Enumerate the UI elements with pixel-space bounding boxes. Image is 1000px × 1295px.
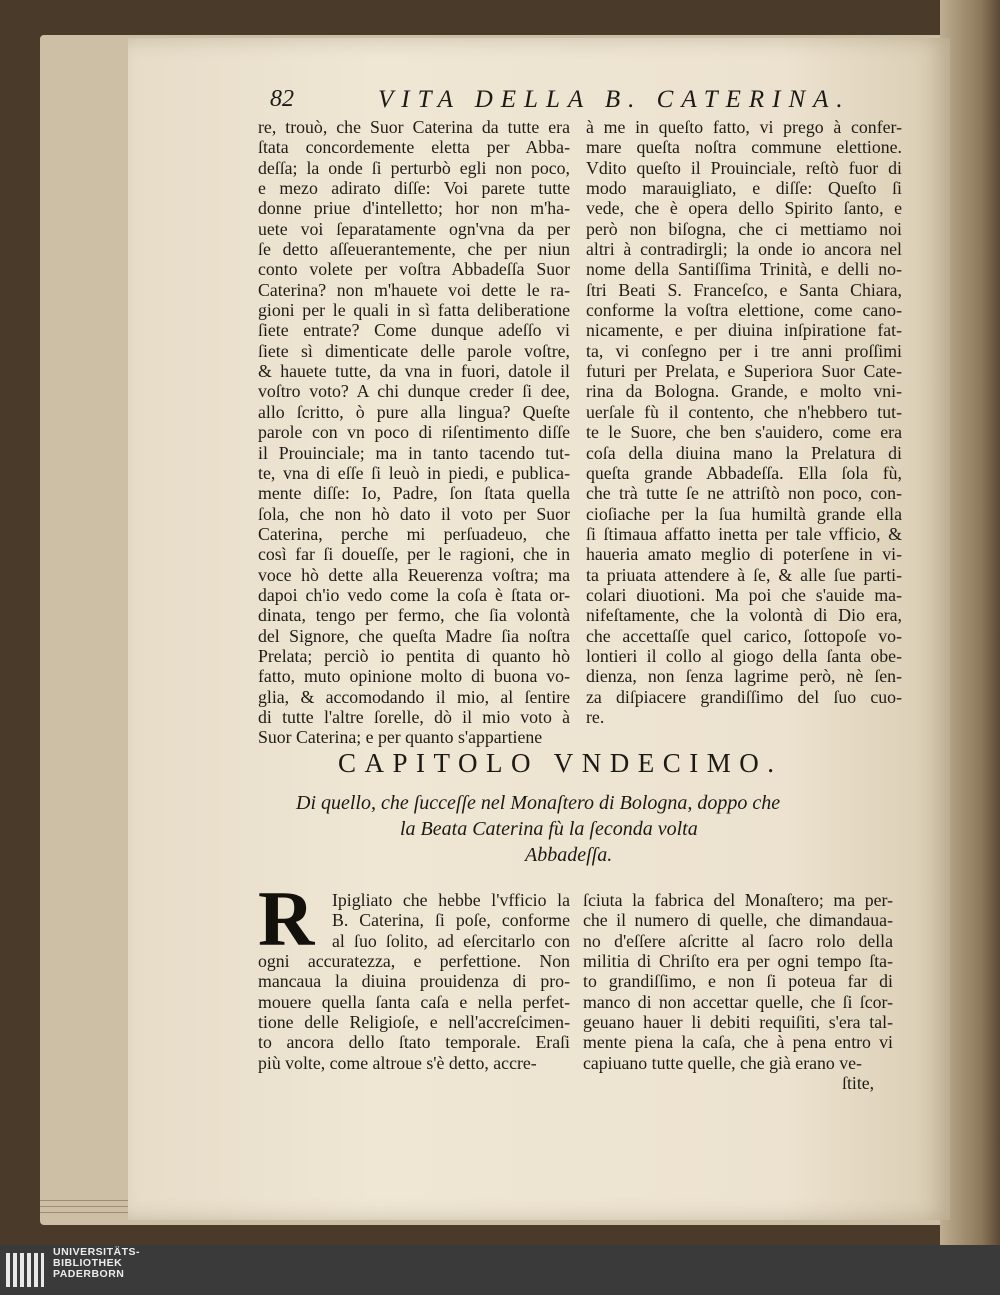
subtitle-line: la Beata Caterina fù la ſeconda volta bbox=[400, 818, 698, 840]
text-line: però non biſogna, che ci mettiamo noi bbox=[586, 218, 902, 239]
text-line: capiuano tutte quelle, che già erano ve- bbox=[583, 1052, 862, 1073]
text-line: di tutte l'altre ſorelle, dò il mio voto à bbox=[258, 706, 570, 727]
right-column-bottom bbox=[583, 890, 893, 1073]
text-line: e mezo adirato diſſe: Voi parete tutte bbox=[258, 178, 570, 199]
library-footer bbox=[0, 1245, 1000, 1295]
library-name-line: UNIVERSITÄTS- bbox=[53, 1246, 141, 1258]
text-line: & hauete tutte, da vna in fuori, datole il bbox=[258, 361, 570, 382]
subtitle-line: Di quello, che ſucceſſe nel Monaſtero di Bologna, doppo che bbox=[296, 792, 781, 814]
text-line: à me in queſto fatto, vi prego à confer- bbox=[586, 117, 902, 137]
text-line: uete voi ſeparatamente ogn'vna da per bbox=[258, 218, 570, 239]
text-line: za diſpiacere grandiſſimo del ſuo cuo- bbox=[586, 686, 902, 707]
text-line: lontieri il collo al giogo della ſanta obe- bbox=[586, 645, 902, 666]
page-edge-line bbox=[40, 1206, 130, 1207]
text-line: vede, che è opera dello Spirito ſanto, e bbox=[586, 198, 902, 219]
text-line: ſtri Beati S. Franceſco, e Santa Chiara, bbox=[586, 279, 902, 300]
text-line: queſta grande Abbadeſſa. Ella ſola fù, bbox=[586, 462, 902, 483]
text-line: più volte, come altroue s'è detto, accre- bbox=[258, 1052, 537, 1073]
library-name-line: BIBLIOTHEK bbox=[53, 1257, 123, 1269]
text-line: mouere quella ſanta caſa e nella perfet- bbox=[258, 991, 570, 1012]
text-line: ſtata concordemente eletta per Abba- bbox=[258, 137, 570, 158]
text-line: mente diſſe: Io, Padre, ſon ſtata quella bbox=[258, 483, 570, 504]
text-line: ta priuata attendere à ſe, & alle ſue parti- bbox=[586, 564, 902, 585]
text-line: no d'eſſere aſcritte al ſacro rolo della bbox=[583, 930, 893, 951]
library-logo-icon bbox=[6, 1253, 48, 1287]
drop-cap: R bbox=[258, 875, 315, 962]
text-line: haueria amato meglio di poterſene in vi- bbox=[586, 544, 902, 565]
text-line: così far ſi doueſſe, per le ragioni, che in bbox=[258, 544, 570, 565]
text-line: mente piena la caſa, che à pena entro vi bbox=[583, 1032, 893, 1053]
text-line: che accettaſſe quel carico, ſottopoſe vo- bbox=[586, 625, 902, 646]
text-line: re, trouò, che Suor Caterina da tutte era bbox=[258, 117, 570, 137]
text-line: Caterina? non m'hauete voi dette le ra- bbox=[258, 279, 570, 300]
text-line: coſa della diuina mano la Prelatura di bbox=[586, 442, 902, 463]
running-title: VITA DELLA B. CATERINA. bbox=[378, 86, 851, 113]
text-line: il Prouinciale; ma in tanto tacendo tut- bbox=[258, 442, 570, 463]
text-line: conforme la voſtra elettione, come cano- bbox=[586, 300, 902, 321]
text-line: re. bbox=[586, 706, 605, 727]
text-line: ſiete entrate? Come dunque adeſſo vi bbox=[258, 320, 570, 341]
text-line: ta, vi conſegno per i tre anni proſſimi bbox=[586, 340, 902, 361]
text-line: dinata, tengo per fermo, che ſia volontà bbox=[258, 605, 570, 626]
page-edge-line bbox=[40, 1212, 130, 1213]
text-line: Ipigliato che hebbe l'vfficio la bbox=[332, 890, 570, 910]
text-line: mare queſta noſtra commune elettione. bbox=[586, 137, 902, 158]
text-line: altri à contradirgli; la onde io ancora nel bbox=[586, 239, 902, 260]
text-line: te, vna di eſſe ſi leuò in piedi, e publica- bbox=[258, 462, 570, 483]
text-line: nicamente, e per diuina inſpiratione fat- bbox=[586, 320, 902, 341]
text-line: donne priue d'intelletto; hor non m'ha- bbox=[258, 198, 570, 219]
text-line: che il numero di quelle, che dimandaua- bbox=[583, 910, 893, 931]
text-line: fatto, muto opinione molto di buona vo- bbox=[258, 666, 570, 687]
text-line: to ancora dello ſtato temporale. Eraſi bbox=[258, 1032, 570, 1053]
text-line: parole con vn poco di riſentimento diſſe bbox=[258, 422, 570, 443]
text-line: Suor Caterina; e per quanto s'appartiene bbox=[258, 727, 543, 748]
text-line: che trà tutte ſe ne attriſtò non poco, con- bbox=[586, 483, 902, 504]
text-line: deſſa; la onde ſi perturbò egli non poco, bbox=[258, 157, 570, 178]
text-line: Prelata; perciò io pentita di quanto hò bbox=[258, 645, 570, 666]
text-line: colari diuotioni. Ma poi che s'auide ma- bbox=[586, 584, 902, 605]
text-line: manco di non accettar quelle, che ſi ſcor- bbox=[583, 991, 893, 1012]
text-line: modo marauigliato, e diſſe: Queſto ſi bbox=[586, 178, 902, 199]
text-line: rina da Bologna. Grande, e molto vni- bbox=[586, 381, 902, 402]
text-line: B. Caterina, ſi poſe, conforme bbox=[332, 910, 570, 931]
text-line: glia, & accomodando il mio, al ſentire bbox=[258, 686, 570, 707]
text-line: geuano hauer li debiti requiſiti, s'era tal- bbox=[583, 1012, 893, 1033]
text-line: Caterina, perche mi perſuadeuo, che bbox=[258, 523, 570, 544]
chapter-title: CAPITOLO VNDECIMO. bbox=[338, 748, 783, 778]
text-line: Vdito queſto il Prouinciale, reſtò fuor di bbox=[586, 157, 902, 178]
text-line: voſtro voto? A chi dunque creder ſi dee, bbox=[258, 381, 570, 402]
text-line: conto volete per voſtra Abbadeſſa Suor bbox=[258, 259, 570, 280]
text-line: ſi ſtimaua affatto inetta per tale vfficio, & bbox=[586, 523, 902, 544]
running-header bbox=[270, 86, 851, 114]
text-line: dapoi ch'io vedo come la coſa è ſtata or- bbox=[258, 584, 570, 605]
chapter-subtitle bbox=[280, 790, 900, 868]
text-line: ſe detto aſſeuerantemente, che per niun bbox=[258, 239, 570, 260]
text-line: nifeſtamente, che la volontà di Dio era, bbox=[586, 605, 902, 626]
text-line: militia di Chriſto era per ogni tempo ſta- bbox=[583, 951, 893, 972]
text-line: tione delle Religioſe, e nell'accreſcimen- bbox=[258, 1012, 570, 1033]
text-line: ogni accuratezza, e perfettione. Non bbox=[258, 951, 570, 972]
text-line: te le Suore, che ben s'auidero, come era bbox=[586, 422, 902, 443]
text-line: cioſiache per la ſua humiltà grande ella bbox=[586, 503, 902, 524]
page-edge-line bbox=[40, 1200, 130, 1201]
text-line: voce hò dette alla Reuerenza voſtra; ma bbox=[258, 564, 570, 585]
text-line: mancaua la diuina prouidenza di pro- bbox=[258, 971, 570, 992]
text-line: dienza, non ſenza lagrime però, nè ſen- bbox=[586, 666, 902, 687]
text-line: to grandiſſimo, e non ſi poteua far di bbox=[583, 971, 893, 992]
text-line: allo ſcritto, ò pure alla lingua? Queſte bbox=[258, 401, 570, 422]
text-line: gioni per le quali in sì fatta deliberatione bbox=[258, 300, 570, 321]
text-line: futuri per Prelata, e Superiora Suor Cate- bbox=[586, 361, 902, 382]
library-name bbox=[53, 1247, 140, 1280]
text-line: uerſale fù il contento, che n'hebbero tut- bbox=[586, 401, 902, 422]
left-column-top bbox=[258, 117, 570, 748]
text-line: ſiete sì dimenticate delle parole voſtre, bbox=[258, 340, 570, 361]
left-column-bottom bbox=[258, 890, 570, 1073]
right-column-top bbox=[586, 117, 902, 727]
text-line: al ſuo ſolito, ad eſercitarlo con bbox=[332, 930, 570, 951]
page-number: 82 bbox=[270, 86, 294, 112]
text-line: ſciuta la fabrica del Monaſtero; ma per- bbox=[583, 890, 893, 910]
catchword: ſtite, bbox=[842, 1073, 875, 1093]
subtitle-line: Abbadeſſa. bbox=[525, 844, 613, 866]
text-line: ſola, che non hò dato il voto per Suor bbox=[258, 503, 570, 524]
library-name-line: PADERBORN bbox=[53, 1268, 125, 1280]
text-line: nome della Santiſſima Trinità, e delli no- bbox=[586, 259, 902, 280]
text-line: del Signore, che queſta Madre ſia noſtra bbox=[258, 625, 570, 646]
